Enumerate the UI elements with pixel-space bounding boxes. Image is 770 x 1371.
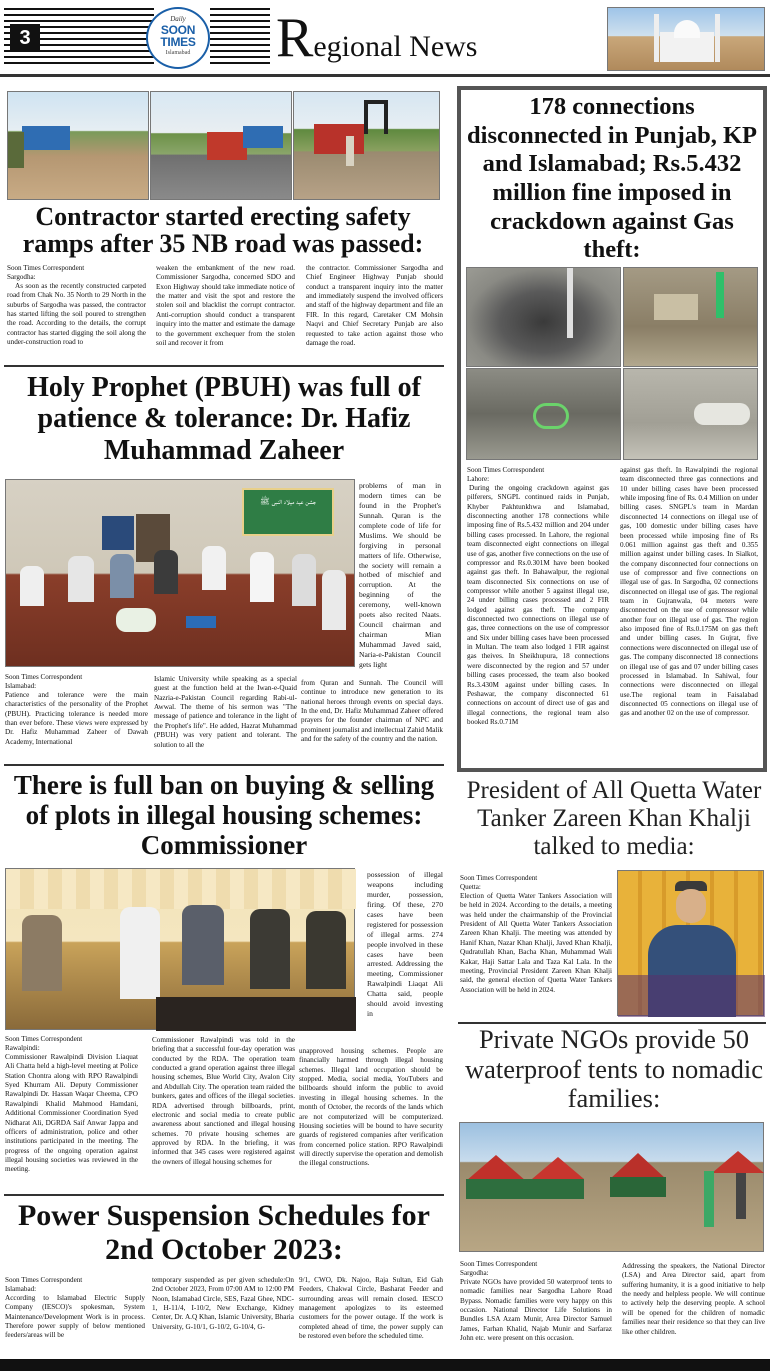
contractor-col-2: weaken the embankment of the new road. Commissioner Sargodha, concerned SDO and Exon Highway should take immediate notice of the matter and visit the spot and restore the stolen soil and blacklist the corrupt contractor. Anti-corruption should conduct a transparent inquiry into the matter and estimate the damage to the government exchequer from the stolen soil and recover it from [156, 264, 295, 347]
dateline: Sargodha: [460, 1268, 489, 1277]
road-photo-2 [150, 91, 292, 200]
byline: Soon Times Correspondent [5, 673, 83, 681]
ngo-col-1: Private NGOs have provided 50 waterproof tents to nomadic families near Sargodha Lahore Road Bypass. Nomadic families were very happy on this occasion. National Director Life Solutions in Bundles LSA Azam Munir, Area Director Samuel James, Farhan Khalid, Najab Munir and Sarfaraz John etc. were present on this occasion. [460, 1278, 612, 1343]
logo-main: SOON TIMES [160, 23, 196, 49]
logo-sub: Islamabad [165, 50, 191, 56]
byline: Soon Times Correspondent [460, 1260, 538, 1268]
soon-times-logo [146, 7, 210, 69]
byline: Soon Times Correspondent [7, 264, 85, 272]
road-photo-3 [293, 91, 440, 200]
road-photo-1 [7, 91, 149, 200]
contractor-col-3: the contractor. Commissioner Sargodha and Chief Engineer Highway Punjab should conduct a transparent inquiry into the matter and immediately suspend the involved officers and staff of the highway department and file an FIR. In this regard, Caretaker CM Mohsin Naqvi and Chief Secretary Punjab are also requested to take action against those who damage the road. [306, 264, 443, 347]
headline-housing: There is full ban on buying & selling of plots in illegal housing schemes: Commissioner [13, 770, 435, 861]
prophet-col-3: from Quran and Sunnah. The Council will continue to introduce new generation to its national heroes through events on special days. In the end, Dr. Hafiz Muhammad Zaheer offered prayers for the founder chairman of NPC and prominent journalist and intellectual Zahid Malik and for the safety of the country and the nation. [301, 679, 443, 744]
divider-1 [4, 365, 444, 367]
gas-photo-2 [623, 267, 758, 367]
byline-power [5, 1276, 150, 1294]
contractor-col-1: As soon as the recently constructed carpeted road from Chak No. 35 North to 29 North in the suburbs of Sargodha was passed, the contractor has started lifting the soil poured to strengthen the road. According to the details, the corrupt contractor has started digging the soil along the under-construction road to [7, 282, 146, 347]
headline-gas: 178 connections disconnected in Punjab, KP and Islamabad; Rs.5.432 million fine imposed in crackdown against Gas theft: [467, 93, 757, 264]
gas-photo-4 [623, 368, 758, 460]
quetta-portrait-photo [617, 870, 764, 1016]
byline-housing [5, 1035, 150, 1053]
power-col-3: 9/1, CWO, Dk. Najoo, Raja Sultan, Eid Gah Feeders, Chakwal Circle, Basharat Feeder and surrounding areas will remain closed. IESCO management apologizes to its esteemed customers for the power outage. If the work is completed ahead of time, the power supply can be restored even before the scheduled time. [299, 1276, 443, 1341]
prophet-col-2: Islamic University while speaking as a special guest at the function held at the Iwan-e-Quaid Nazria-e-Pakistan Council regarding Rabi-ul-Awwal. The theme of his sermon was "The message of patience and tolerance in the light of the Prophet's life". He added, Hazrat Muhammad (PBUH) was very patient and tolerant. The solution to all the [154, 675, 297, 749]
dateline: Quetta: [460, 882, 481, 891]
divider-2 [4, 764, 444, 766]
banner-text: جشن عید میلاد النبی ﷺ [259, 497, 317, 506]
headline-ngo: Private NGOs provide 50 waterproof tents to nomadic families: [464, 1024, 764, 1114]
headline-prophet: Holy Prophet (PBUH) was full of patience & tolerance: Dr. Hafiz Muhammad Zaheer [27, 372, 421, 466]
ngo-col-2: Addressing the speakers, the National Director (LSA) and Area Director said, apart from suffering humanity, it is a good initiative to help the needy and helpless people. We will continue to actively help the deserving people. A school will be opened for the children of nomadic families near their residence so that they can live like other children. [622, 1262, 765, 1336]
housing-col-1: Commissioner Rawalpindi Division Liaquat Ali Chatta held a high-level meeting at Police Station Chontra along with RPO Rawalpindi Syed Khurram Ali. Deputy Commissioner Rawalpindi Dr. Hassan Waqar Cheema, CPO Rawalpindi Khalid Mahmood Hamdani, Additional Commissioner Coordination Syed Nidharat Ali, DGRDA Saif Anwar Jappa and officers of administration, police and other institutions participated in the meeting. The progress of the ongoing operation against illegal housing societies was reviewed in the meeting. [5, 1053, 138, 1174]
dateline: Sargodha: [7, 272, 36, 281]
footer-bar [0, 1359, 770, 1371]
headline-contractor: Contractor started erecting safety ramps after 35 NB road was passed: [22, 202, 424, 259]
tents-photo [459, 1122, 764, 1252]
power-col-1: According to Islamabad Electric Supply Company (IESCO)'s spokesman, System Maintenance/Development Work is in process. Therefore power supply of below mentioned feeders/areas will be [5, 1294, 145, 1340]
masthead [0, 0, 770, 80]
housing-side-col: possession of illegal weapons including murder, possession, firing. Of these, 270 cases have been registered for possession of illegal arms. 274 people involved in these cases have been arrested. Addressing the meeting, Commissioner Rawalpindi Liaqat Ali Chatta said, people should avoid investing in [367, 870, 443, 1019]
prophet-side-col: problems of man in modern times can be found in the Prophet's Sunnah. Quran is the complete code of life for Muslims. We should be forgiving in personal matters of life. Otherwise, the society will remain a hotbed of mischief and corruption. At the beginning of the ceremony, well-known poets also recited Naats. Council chairman and chairman Mian Muhammad Javed said, Naria-e-Pakistan Council gets light [359, 481, 441, 669]
gas-photo-3 [466, 368, 621, 460]
housing-col-3: unapproved housing schemes. People are financially harmed through illegal housing schemes. Illegal land occupation should be stopped. Media, social media, YouTubers and billboards should inform the public to avoid investing in illegal housing schemes. In the month of October, the records of the lands which are not computerized will be computerized. Housing societies will be bound to have security guards of registered companies after verification from concerned police station. RPO Rawalpindi will directly supervise the operation and demolish the illegal constructions. [299, 1047, 443, 1168]
gas-col-1: During the ongoing crackdown against gas pilferers, SNGPL continued raids in Punjab, Khyber Pakhtunkhwa and Islamabad, disconnecting another 178 connections while imposing fine of Rs.5.432 million and 204 under billing cases processed. In Lahore, the regional team disconnected eight connections on illegal use of gas, another five connections on the use of compressor and Rs.0.301M have been booked against gas theft. In Bahawalpur, the regional team disconnected Six connections on use of compressor while another 5 against illegal use, 24 under billing cases processed and 2 FIR lodged against gas theft. The company disconnected two connections on illegal use of gas, three connections on the use of compressor and Six under billing cases have been processed in Multan. The team also lodged 1 FIR against gas theives. In Sheikhupura, 18 connections were disconnected by the region and 57 under billing cases processed, the team also booked Rs.3.430M against under billing cases. In Peshawar, the company disconnected 61 connections on account of direct use of gas and illegal connections, the regional team also booked Rs.0.71M [467, 484, 609, 726]
page-number-badge [10, 24, 40, 52]
prophet-col-1: Patience and tolerance were the main characteristics of the personality of the Prophet (PBUH). Practicing tolerance is needed more than ever before. These views were expressed by Dr. Hafiz Muhammad Zaheer of Dawah Academy, International [5, 691, 148, 746]
ceremony-photo [5, 479, 355, 667]
byline-gas [467, 466, 612, 484]
byline: Soon Times Correspondent [467, 466, 545, 474]
ceremony-banner [242, 488, 334, 536]
power-col-2: temporary suspended as per given schedule:On 2nd October 2023, From 07:00 AM to 12:00 PM Noon, Islamabad Circle, SES, Fazal Ghee, NDC-1, H-11/4, I-10/2, New Exchange, Kidney Center, Dr. A.Q Khan, Islamic University, Bharia University, G-10/1, G-10/2, G-10/4, G- [152, 1276, 294, 1331]
dateline: Islamabad: [5, 1284, 37, 1293]
masthead-mosque-photo [607, 7, 765, 71]
divider-3 [4, 1194, 444, 1196]
byline: Soon Times Correspondent [5, 1035, 83, 1043]
masthead-stripes-right [210, 8, 270, 66]
page-number: 3 [19, 27, 31, 49]
logo-top: Daily [170, 15, 186, 23]
byline-contractor [7, 264, 152, 282]
dateline: Islamabad: [5, 681, 37, 690]
gas-photo-1 [466, 267, 621, 367]
section-title-rest: egional News [313, 30, 478, 63]
byline-prophet [5, 673, 150, 691]
headline-quetta: President of All Quetta Water Tanker Zareen Khan Khalji talked to media: [466, 777, 762, 860]
section-title-initial: R [276, 7, 314, 69]
quetta-col-1: Election of Quetta Water Tankers Association will be held in 2024. According to the details, a meeting was held under the chairmanship of the Provincial President of All Quetta Water Tankers Association Zareen Khan Khalji. The meeting was attended by Hanif Khan, Nazar Khan Khalji, Javed Khan Khalji, Qudratullah Khan, Bacha Khan, Muhammad Wali Kakar, Haji Sattar Lala and Taza Kal Lala. In the meeting, Provincial President Zareen Khan Khalji said, the general election of Quetta Water Tankers Association will be held in 2024. [460, 892, 612, 994]
byline: Soon Times Correspondent [460, 874, 538, 882]
masthead-rule [0, 74, 770, 77]
gas-col-2: against gas theft. In Rawalpindi the regional team disconnected three gas connections and 10 under billing cases have been processed while imposing fine of Rs. 0.4 Million on under billing cases. SNGPL's team in Mardan disconnected 14 connections on illegal use of gas, 100 domestic under billing cases have been processed while imposing fine of Rs 0.061 million against gas theft and 0.355 million against under billing cases. In Sialkot, the company disconnected four connections on use of compressor and five connections on illegal use of gas. In Sargodha, 02 connections disconnected on illegal use of gas. The regional team in Gujranwala, 04 meters were disconnected on the use of compressor while another four on illegal use of gas. The region also imposed fine of Rs.0.175M on gas theft and under billing cases. In Gujrat, five connections were disconnected on illegal use of gas. The company disconnected 18 connections on illegal use of gas and 07 under billing cases processed in Islamabad. In Sahiwal, four connections were disconnected on illegal use.The regional team in Faisalabad disconnected 05 connections on illegal use of gas and another 02 on the use of compressor. [620, 466, 758, 718]
dateline: Lahore: [467, 474, 490, 483]
byline: Soon Times Correspondent [5, 1276, 83, 1284]
housing-col-2: Commissioner Rawalpindi was told in the briefing that a successful four-day operation was conducted by the RDA. The operation team conducted a grand operation against three illegal housing schemes, Blue World City, Avalon City and Abdullah City. The operation team raided the bunkers, gates and offices of the illegal societies. RDA advertised through billboards, print, electronic and social media to create public awareness about sanctioned and illegal housing schemes. 70 private housing schemes are approved by RDA. In the briefing, it was informed that 345 cases were registered against the owners of illegal housing schemes for [152, 1036, 295, 1166]
dateline: Rawalpindi: [5, 1043, 40, 1052]
section-title [276, 8, 606, 68]
headline-power: Power Suspension Schedules for 2nd October 2023: [17, 1199, 430, 1267]
byline-quetta [460, 874, 610, 892]
meeting-photo [5, 868, 355, 1030]
byline-ngo [460, 1260, 610, 1278]
